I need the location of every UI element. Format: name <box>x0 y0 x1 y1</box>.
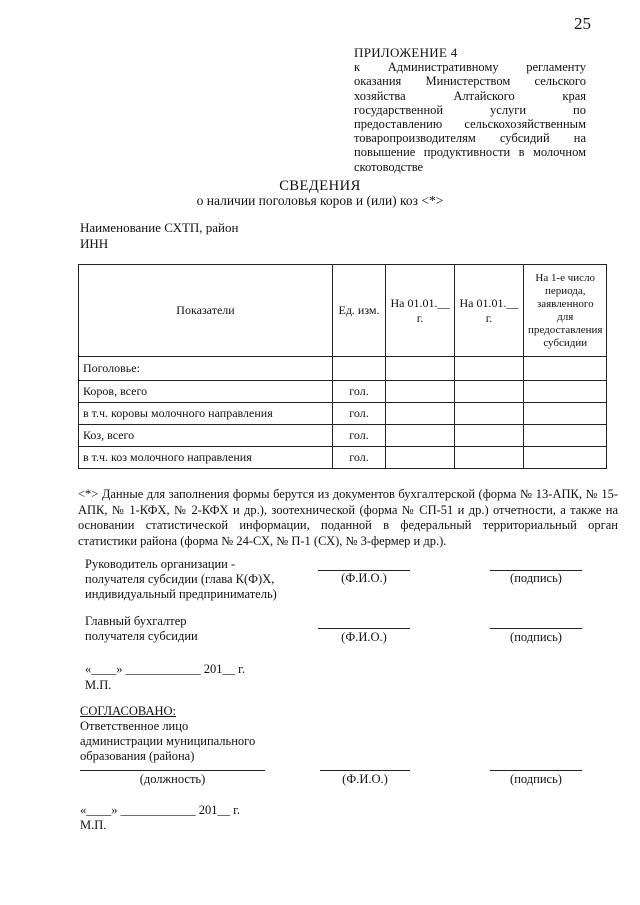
data-cell[interactable] <box>455 447 524 469</box>
row-unit: гол. <box>333 425 386 447</box>
fio-caption: (Ф.И.О.) <box>342 772 388 786</box>
document-title: СВЕДЕНИЯ <box>279 178 361 194</box>
head-signatory-label <box>85 557 277 602</box>
table-row <box>79 403 607 425</box>
fio-line <box>320 770 410 771</box>
table-header-row <box>79 265 607 357</box>
accountant-label-line: получателя субсидии <box>85 629 198 643</box>
inn-label: ИНН <box>80 236 109 251</box>
accountant-signatory-label <box>85 614 198 644</box>
data-cell[interactable] <box>524 381 607 403</box>
row-unit: гол. <box>333 381 386 403</box>
date-line: «____» ____________ 201__ г. <box>85 662 245 676</box>
date-line: «____» ____________ 201__ г. <box>80 803 240 817</box>
livestock-table <box>78 264 607 469</box>
row-unit: гол. <box>333 403 386 425</box>
signature-line <box>490 628 582 629</box>
fio-caption: (Ф.И.О.) <box>341 630 387 644</box>
row-unit <box>333 357 386 381</box>
fio-caption: (Ф.И.О.) <box>341 571 387 585</box>
table-row <box>79 425 607 447</box>
annex-block <box>354 46 586 174</box>
data-cell[interactable] <box>386 403 455 425</box>
signature-line <box>490 770 582 771</box>
annex-text: к Административному регламенту оказания Министерством сельского хозяйства Алтайского края государственной услуги по предоставлению сельскохозяйственным товаропроизводителям субсидий на повышение продуктивности в молочном скотоводстве <box>354 60 586 174</box>
table-header-cell: На 01.01.__ г. <box>455 265 524 357</box>
table-header-cell: На 01.01.__ г. <box>386 265 455 357</box>
head-label-line: индивидуальный предприниматель) <box>85 587 277 601</box>
signature-caption: (подпись) <box>510 571 562 585</box>
data-cell[interactable] <box>386 381 455 403</box>
page-number: 25 <box>574 14 591 33</box>
data-cell[interactable] <box>455 357 524 381</box>
table-header-cell: Показатели <box>79 265 333 357</box>
data-cell[interactable] <box>455 381 524 403</box>
signature-caption: (подпись) <box>510 772 562 786</box>
row-label: Коров, всего <box>79 381 333 403</box>
row-label: в т.ч. коровы молочного направления <box>79 403 333 425</box>
table-row <box>79 357 607 381</box>
footnote: <*> Данные для заполнения формы берутся из документов бухгалтерской (форма № 13-АПК, № 15-АПК, № 1-КФХ, № 2-КФХ и др.), зоотехнической (форма № СП-51 и др.) отчетности, а также на основании статистической информации, поданной в федеральный территориальный орган статистики района (форма № 24-СХ, № П-1 (СХ), № 3-фермер и др.). <box>78 487 618 548</box>
seal-label: М.П. <box>85 678 112 692</box>
agreed-label-line: образования (района) <box>80 749 195 763</box>
head-label-line: Руководитель организации - <box>85 557 236 571</box>
table-header-cell: На 1-е число периода, заявленного для предоставления субсидии <box>524 265 607 357</box>
agreed-label <box>80 719 255 764</box>
position-caption: (должность) <box>139 772 206 786</box>
document-subtitle: о наличии поголовья коров и (или) коз <*> <box>196 193 444 208</box>
table-header-cell: Ед. изм. <box>333 265 386 357</box>
data-cell[interactable] <box>386 447 455 469</box>
row-label: Коз, всего <box>79 425 333 447</box>
agreed-label-line: Ответственное лицо <box>80 719 189 733</box>
data-cell[interactable] <box>524 425 607 447</box>
data-cell[interactable] <box>524 357 607 381</box>
table-row <box>79 447 607 469</box>
table-row <box>79 381 607 403</box>
agreed-heading: СОГЛАСОВАНО: <box>80 704 177 718</box>
organization-name-label: Наименование СХТП, район <box>80 220 239 235</box>
data-cell[interactable] <box>524 403 607 425</box>
row-label: Поголовье: <box>79 357 333 381</box>
row-label: в т.ч. коз молочного направления <box>79 447 333 469</box>
data-cell[interactable] <box>455 403 524 425</box>
head-label-line: получателя субсидии (глава К(Ф)Х, <box>85 572 275 586</box>
seal-label: М.П. <box>80 818 107 832</box>
data-cell[interactable] <box>524 447 607 469</box>
accountant-label-line: Главный бухгалтер <box>85 614 187 628</box>
data-cell[interactable] <box>455 425 524 447</box>
signature-caption: (подпись) <box>510 630 562 644</box>
data-cell[interactable] <box>386 357 455 381</box>
fio-line <box>318 628 410 629</box>
annex-heading: ПРИЛОЖЕНИЕ 4 <box>354 45 458 60</box>
data-cell[interactable] <box>386 425 455 447</box>
row-unit: гол. <box>333 447 386 469</box>
position-line <box>80 770 265 771</box>
agreed-label-line: администрации муниципального <box>80 734 256 748</box>
